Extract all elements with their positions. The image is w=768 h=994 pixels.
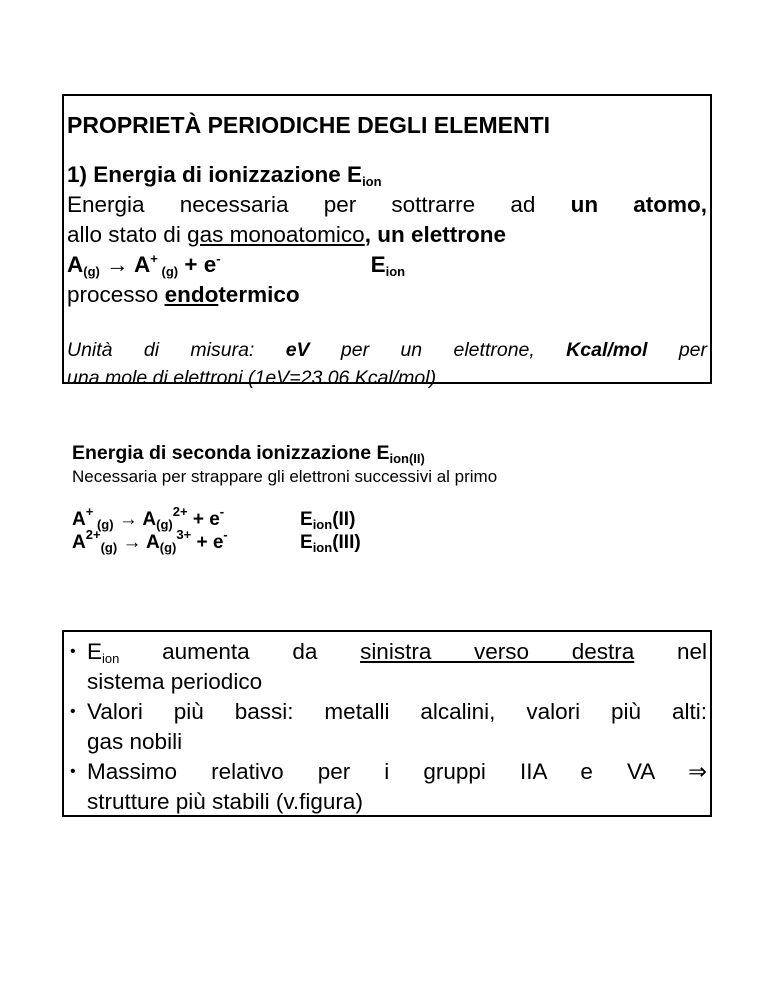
bullet-trend-line-2: sistema periodico	[87, 669, 263, 694]
bullet-values-line-2: gas nobili	[87, 729, 183, 754]
equations	[72, 504, 497, 555]
process-type: processo endotermico	[67, 282, 300, 307]
definition-line-2: allo stato di gas monoatomico, un elettrone	[67, 222, 506, 247]
page-title: PROPRIETÀ PERIODICHE DEGLI ELEMENTI	[67, 112, 551, 138]
bullet-values-line-1: • Valori più bassi: metalli alcalini, valori più alti:	[67, 697, 707, 727]
equation-third: $A^{2+}_{(g)} \to A_{(g)}^{3+} + e^-$ $E_{ion}(III)$	[72, 527, 361, 555]
second-ionization-desc: Necessaria per strappare gli elettroni successivi al primo	[72, 467, 498, 486]
second-ionization-section	[72, 440, 497, 554]
definition-line-1: Energia necessaria per sottrarre ad un atomo,	[67, 192, 707, 217]
bullet-maximum-line-1: • Massimo relativo per i gruppi IIA e VA ⇒	[67, 757, 707, 787]
trends-box	[62, 630, 712, 817]
bullet-maximum-line-2: strutture più stabili (v.figura)	[87, 789, 363, 814]
units-line-2: una mole di elettroni (1eV=23.06 Kcal/mol).	[67, 367, 442, 389]
section-heading: 1) Energia di ionizzazione $E_{ion}$	[67, 162, 382, 189]
units-line-1: Unità di misura: eV per un elettrone, Kcal/mol per	[67, 339, 707, 361]
ionization-equation: $A_{(g)} \to A^+$ $_{(g)}$ + e- $E_{ion}$	[67, 251, 406, 279]
equation-second: A+ $_{(g)} \to A_{(g)}^{2+} + e^-$ $E_{ion}(II)$	[72, 504, 356, 532]
bullet-trend-line-1: • $E_{ion}$ aumenta da sinistra verso destra nel	[67, 637, 707, 667]
definition-box	[62, 94, 712, 389]
second-ionization-heading: Energia di seconda ionizzazione $E_{ion(II)}$	[72, 442, 425, 466]
